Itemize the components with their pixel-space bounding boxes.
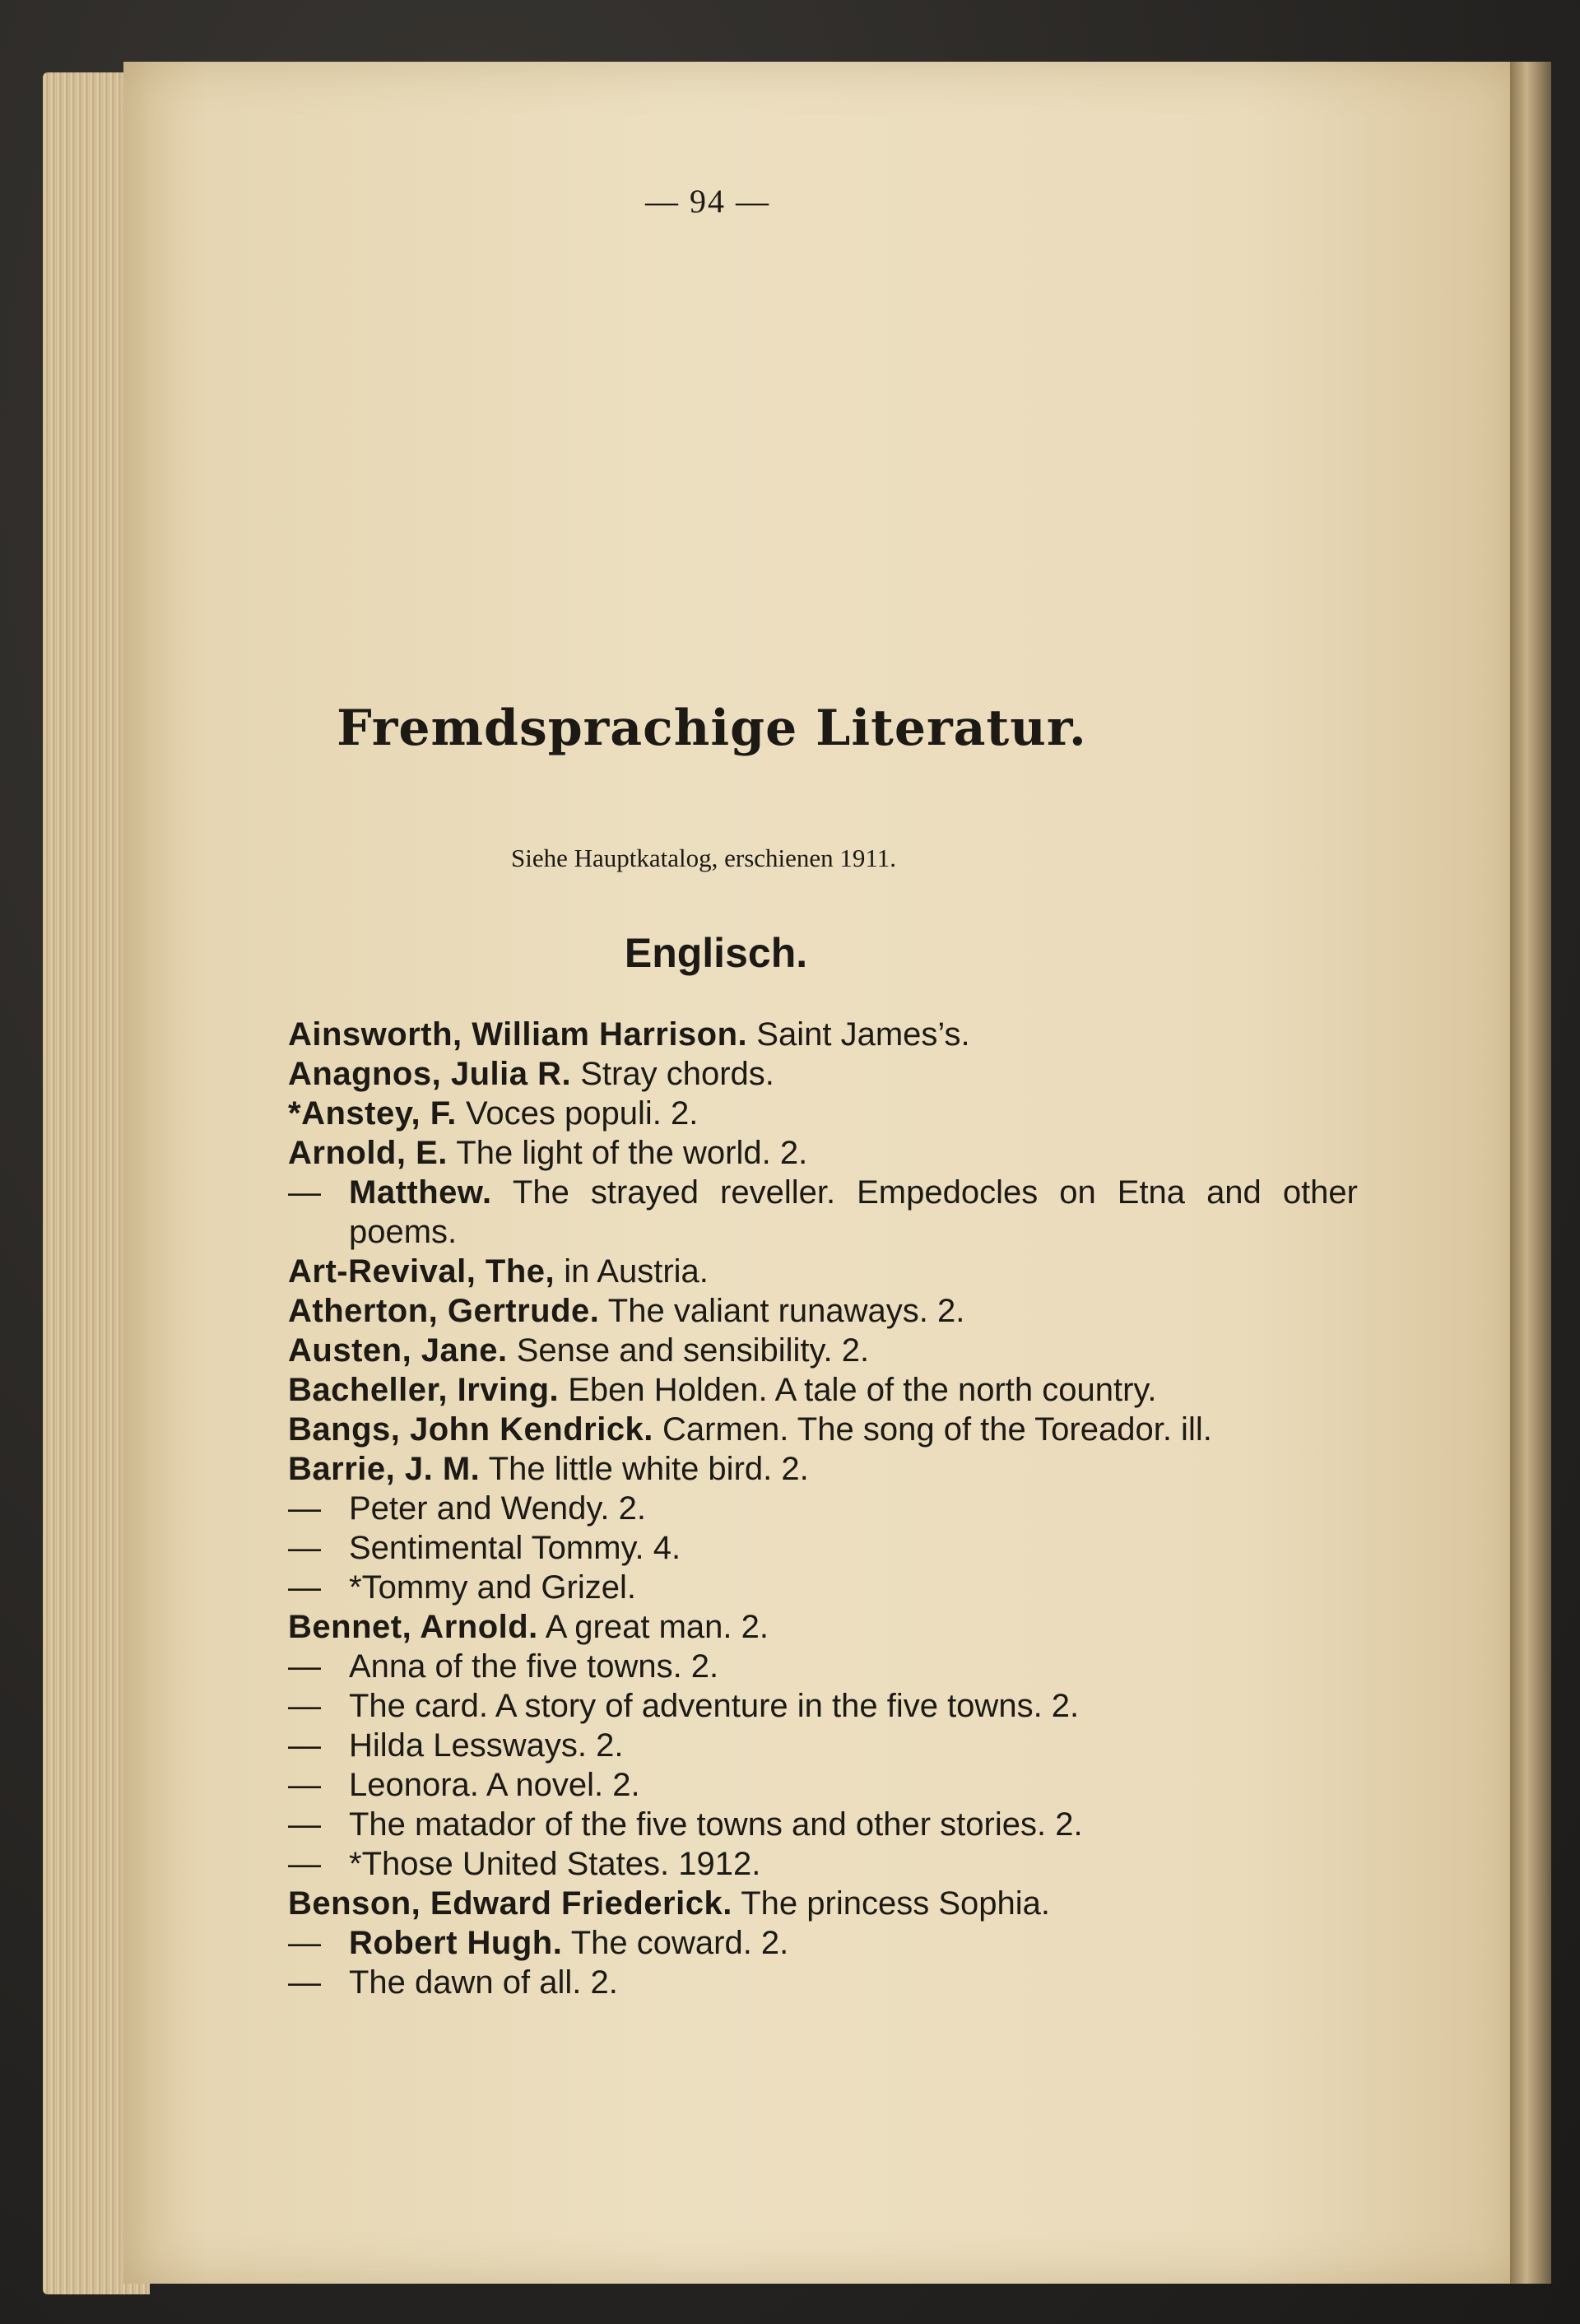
entry-title: Leonora. A novel. 2. bbox=[349, 1767, 640, 1803]
entry-dash: — bbox=[288, 1530, 321, 1566]
entry-dash: — bbox=[288, 1846, 321, 1882]
entry-author: Atherton, Gertrude. bbox=[288, 1293, 600, 1329]
bibliography-entry bbox=[288, 1726, 1358, 1765]
bibliography-entry bbox=[288, 1094, 1358, 1133]
bibliography-entry bbox=[288, 1568, 1358, 1607]
entry-title: *Tommy and Grizel. bbox=[349, 1569, 636, 1606]
entry-title: The dawn of all. 2. bbox=[349, 1964, 618, 2001]
entry-title: Carmen. The song of the Toreador. ill. bbox=[653, 1411, 1212, 1448]
book-gutter bbox=[1510, 62, 1551, 2284]
page-number: — 94 — bbox=[645, 183, 770, 220]
bibliography-entry bbox=[288, 1963, 1358, 2002]
entry-author: Robert Hugh. bbox=[349, 1925, 563, 1961]
bibliography-entry bbox=[288, 1686, 1358, 1726]
entry-title: Stray chords. bbox=[571, 1056, 774, 1092]
bibliography-entry bbox=[288, 1449, 1358, 1489]
entry-title: Hilda Lessways. 2. bbox=[349, 1727, 624, 1764]
entry-author: Matthew. bbox=[349, 1174, 492, 1211]
entry-title: A great man. 2. bbox=[537, 1609, 769, 1645]
bibliography-entry bbox=[288, 1133, 1358, 1173]
bibliography-entry bbox=[288, 1528, 1358, 1568]
entry-dash: — bbox=[288, 1174, 321, 1211]
entry-title: Saint James’s. bbox=[747, 1016, 970, 1053]
entry-title: The strayed reveller. Empedocles on Etna and other poems. bbox=[349, 1174, 1358, 1250]
entry-dash: — bbox=[288, 1767, 321, 1803]
entry-title: The little white bird. 2. bbox=[480, 1451, 809, 1487]
entry-dash: — bbox=[288, 1688, 321, 1724]
catalog-note: Siehe Hauptkatalog, erschienen 1911. bbox=[510, 844, 896, 872]
entry-author: Benson, Edward Friederick. bbox=[288, 1885, 732, 1922]
entry-dash: — bbox=[288, 1569, 321, 1606]
entry-title: Sense and sensibility. 2. bbox=[507, 1332, 870, 1369]
bibliography-entry bbox=[288, 1291, 1358, 1331]
entry-title: Peter and Wendy. 2. bbox=[349, 1490, 646, 1527]
page-content bbox=[288, 177, 1358, 2002]
entry-title: The princess Sophia. bbox=[732, 1885, 1050, 1922]
entry-author: *Anstey, F. bbox=[288, 1095, 457, 1132]
entry-title: The matador of the five towns and other stories. 2. bbox=[349, 1806, 1083, 1843]
entry-author: Bacheller, Irving. bbox=[288, 1372, 560, 1408]
bibliography-entry bbox=[288, 1054, 1358, 1094]
entry-title: The light of the world. 2. bbox=[447, 1135, 808, 1171]
bibliography-entry bbox=[288, 1844, 1358, 1884]
bibliography-entry bbox=[288, 1331, 1358, 1370]
entry-title: The card. A story of adventure in the five towns. 2. bbox=[349, 1688, 1080, 1724]
bibliography-entry bbox=[288, 1489, 1358, 1528]
entry-title: Anna of the five towns. 2. bbox=[349, 1648, 719, 1685]
language-heading: Englisch. bbox=[624, 930, 808, 976]
entry-dash: — bbox=[288, 1727, 321, 1764]
entry-author: Anagnos, Julia R. bbox=[288, 1056, 572, 1092]
entry-author: Ainsworth, William Harrison. bbox=[288, 1016, 748, 1053]
bibliography-entry bbox=[288, 1923, 1358, 1963]
entry-author: Austen, Jane. bbox=[288, 1332, 508, 1369]
entry-dash: — bbox=[288, 1806, 321, 1843]
entry-title: Voces populi. 2. bbox=[456, 1095, 699, 1132]
entry-author: Art-Revival, The, bbox=[288, 1253, 555, 1290]
entry-title: The valiant runaways. 2. bbox=[599, 1293, 965, 1329]
entry-dash: — bbox=[288, 1964, 321, 2001]
bibliography-entry bbox=[288, 1647, 1358, 1686]
entry-title: *Those United States. 1912. bbox=[349, 1846, 761, 1882]
entry-author: Bennet, Arnold. bbox=[288, 1609, 538, 1645]
entry-dash: — bbox=[288, 1648, 321, 1685]
entry-title: The coward. 2. bbox=[562, 1925, 789, 1961]
entry-author: Arnold, E. bbox=[288, 1135, 448, 1171]
entry-dash: — bbox=[288, 1925, 321, 1961]
bibliography-list bbox=[288, 1015, 1358, 2002]
entry-author: Barrie, J. M. bbox=[288, 1451, 481, 1487]
bibliography-entry bbox=[288, 1252, 1358, 1291]
entry-title: Sentimental Tommy. 4. bbox=[349, 1530, 681, 1566]
bibliography-entry bbox=[288, 1884, 1358, 1923]
section-title: Fremdsprachige Literatur. bbox=[337, 700, 1087, 757]
bibliography-entry bbox=[288, 1410, 1358, 1449]
bibliography-entry bbox=[288, 1607, 1358, 1647]
bibliography-entry bbox=[288, 1173, 1358, 1252]
entry-dash: — bbox=[288, 1490, 321, 1527]
bibliography-entry bbox=[288, 1805, 1358, 1844]
entry-title: in Austria. bbox=[555, 1253, 709, 1290]
bibliography-entry bbox=[288, 1765, 1358, 1805]
bibliography-entry bbox=[288, 1370, 1358, 1410]
entry-title: Eben Holden. A tale of the north country. bbox=[559, 1372, 1157, 1408]
entry-author: Bangs, John Kendrick. bbox=[288, 1411, 653, 1448]
bibliography-entry bbox=[288, 1015, 1358, 1054]
